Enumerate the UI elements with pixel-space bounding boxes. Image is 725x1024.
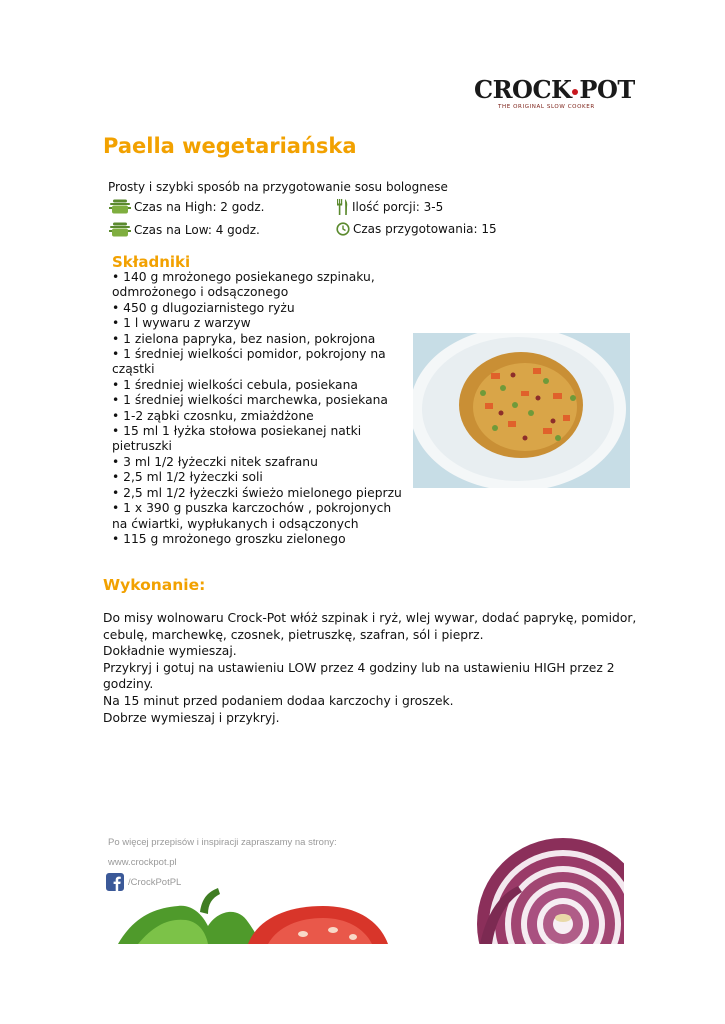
ingredients-heading: Składniki	[112, 253, 191, 271]
logo-brand-right: POT	[579, 75, 635, 104]
ingredient-item: • 1 l wywaru z warzyw	[112, 316, 251, 331]
ingredient-item: • 1 średniej wielkości cebula, posiekana	[112, 377, 358, 392]
slow-cooker-icon	[109, 199, 131, 215]
footer-website-link[interactable]: www.crockpot.pl	[108, 857, 177, 868]
ingredient-item: • 115 g mrożonego groszku zielonego	[112, 531, 346, 546]
ingredient-item: • 3 ml 1/2 łyżeczki nitek szafranu	[112, 454, 318, 469]
ingredient-item: • 2,5 ml 1/2 łyżeczki soli	[112, 470, 263, 485]
ingredient-item: • 1 średniej wielkości marchewka, posiekana	[112, 393, 388, 408]
ingredient-item: • 1 średniej wielkości pomidor, pokrojony na cząstki	[112, 347, 386, 377]
info-low-label: Czas na Low: 4 godz.	[134, 223, 260, 237]
slow-cooker-icon	[109, 222, 131, 238]
info-high-label: Czas na High: 2 godz.	[134, 200, 265, 214]
ingredient-item: • 1 x 390 g puszka karczochów , pokrojonych na ćwiartki, wypłukanych i odsączonych	[112, 501, 392, 531]
ingredient-item: • 140 g mrożonego posiekanego szpinaku, odmrożonego i odsączonego	[112, 270, 375, 300]
recipe-title: Paella wegetariańska	[103, 134, 357, 158]
logo-tagline: THE ORIGINAL SLOW COOKER	[498, 104, 595, 110]
ingredient-item: • 2,5 ml 1/2 łyżeczki świeżo mielonego pieprzu	[112, 485, 402, 500]
logo-dot-icon	[572, 89, 578, 95]
crockpot-logo	[474, 75, 635, 118]
method-heading: Wykonanie:	[103, 576, 206, 594]
info-portions-label: Ilość porcji: 3-5	[352, 200, 444, 214]
clock-icon	[336, 222, 350, 236]
info-portions	[336, 199, 443, 215]
info-low-time	[109, 222, 260, 238]
ingredient-item: • 450 g dlugoziarnistego ryżu	[112, 300, 295, 315]
method-step: Dokładnie wymieszaj.	[103, 644, 237, 659]
method-step: Przykryj i gotuj na ustawieniu LOW przez 4 godziny lub na ustawieniu HIGH przez 2 godziny.	[103, 660, 615, 692]
ingredient-item: • 1-2 ząbki czosnku, zmiażdżone	[112, 408, 314, 423]
method-step: Dobrze wymieszaj i przykryj.	[103, 710, 280, 725]
info-prep-time	[336, 222, 497, 236]
vegetables-decoration	[108, 838, 624, 944]
footer-facebook-label: /CrockPotPL	[128, 876, 182, 888]
fork-knife-icon	[336, 199, 349, 215]
paella-dish-photo	[413, 333, 630, 488]
ingredients-list	[112, 270, 402, 547]
method-text	[103, 610, 643, 726]
logo-brand-left: CROCK	[474, 75, 572, 104]
info-high-time	[109, 199, 264, 215]
recipe-subtitle: Prosty i szybki sposób na przygotowanie sosu bolognese	[108, 180, 448, 194]
method-step: Do misy wolnowaru Crock-Pot włóż szpinak i ryż, wlej wywar, dodać paprykę, pomidor, cebulę, marchewkę, czosnek, pietruszkę, szafran, sól i pieprz.	[103, 611, 637, 642]
method-step: Na 15 minut przed podaniem dodaa karczochy i groszek.	[103, 693, 454, 708]
info-prep-label: Czas przygotowania: 15	[353, 222, 497, 236]
footer-invite: Po więcej przepisów i inspiracji zapraszamy na strony:	[108, 837, 337, 848]
ingredient-item: • 1 zielona papryka, bez nasion, pokrojona	[112, 331, 376, 346]
ingredient-item: • 15 ml 1 łyżka stołowa posiekanej natki pietruszki	[112, 424, 362, 454]
